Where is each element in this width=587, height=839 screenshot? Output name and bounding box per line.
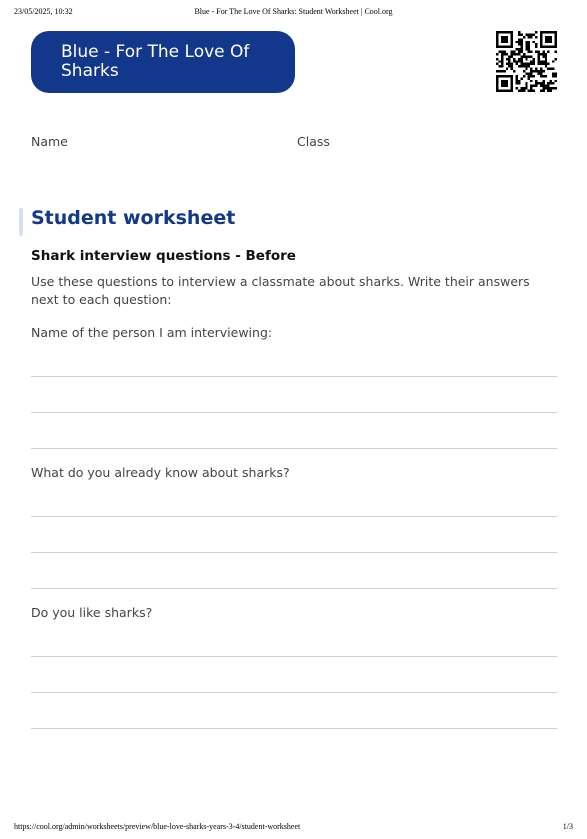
answer-line[interactable]: [31, 692, 557, 693]
print-footer: [0, 822, 587, 834]
question-like-sharks: Do you like sharks?: [31, 605, 153, 620]
answer-line[interactable]: [31, 728, 557, 729]
section-title: Student worksheet: [31, 207, 236, 229]
class-field-label: Class: [297, 134, 330, 149]
section-subheading: Shark interview questions - Before: [31, 248, 296, 264]
answer-line[interactable]: [31, 552, 557, 553]
banner-title: Blue - For The Love Of Sharks: [61, 42, 250, 81]
worksheet-title-banner: [31, 31, 295, 93]
print-header: [0, 7, 587, 19]
answer-line[interactable]: [31, 448, 557, 449]
print-url: https://cool.org/admin/worksheets/preview/blue-love-sharks-years-3-4/student-worksheet: [14, 822, 301, 831]
answer-line[interactable]: [31, 656, 557, 657]
print-page-number: 1/3: [562, 822, 573, 831]
answer-line[interactable]: [31, 376, 557, 377]
answer-line[interactable]: [31, 516, 557, 517]
print-doc-title: Blue - For The Love Of Sharks: Student Worksheet | Cool.org: [194, 7, 393, 16]
answer-line[interactable]: [31, 412, 557, 413]
section-accent-bar: [19, 208, 23, 236]
print-datetime: 23/05/2025, 10:32: [14, 7, 73, 16]
section-intro: Use these questions to interview a classmate about sharks. Write their answers next to each question:: [31, 274, 530, 307]
question-interviewee-name: Name of the person I am interviewing:: [31, 325, 273, 340]
qr-code-icon: [496, 31, 557, 92]
answer-line[interactable]: [31, 588, 557, 589]
name-field-label: Name: [31, 134, 68, 149]
question-prior-knowledge: What do you already know about sharks?: [31, 465, 290, 480]
